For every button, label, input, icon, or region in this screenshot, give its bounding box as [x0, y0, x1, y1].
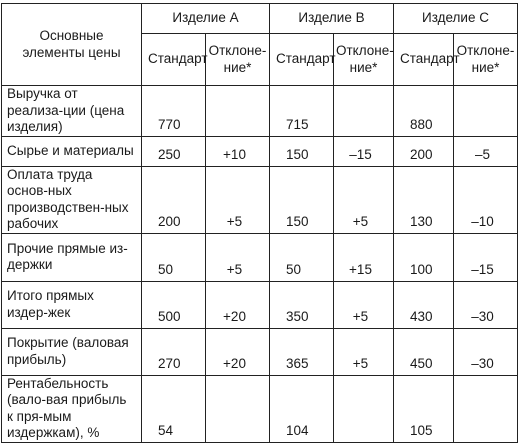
table-row	[2, 136, 518, 166]
cell-b-standard: 150	[270, 166, 334, 233]
cell-a-deviation	[206, 375, 270, 442]
cell-a-deviation: +20	[206, 328, 270, 375]
cell-a-deviation: +5	[206, 166, 270, 233]
cell-c-standard: 200	[394, 136, 454, 166]
cell-c-standard: 105	[394, 375, 454, 442]
cell-b-standard: 104	[270, 375, 334, 442]
cell-b-deviation: –15	[334, 136, 394, 166]
row-label: Итого прямых издер-жек	[2, 281, 142, 328]
table-row	[2, 375, 518, 442]
cell-c-deviation: –15	[454, 233, 518, 281]
cell-b-standard: 50	[270, 233, 334, 281]
cell-b-deviation: +5	[334, 281, 394, 328]
row-label: Покрытие (валовая прибыль)	[2, 328, 142, 375]
row-label: Сырье и материалы	[2, 136, 142, 166]
row-label: Выручка от реализа-ции (цена изделия)	[2, 86, 142, 137]
table-row	[2, 328, 518, 375]
cell-a-deviation: +10	[206, 136, 270, 166]
cell-a-standard: 770	[142, 86, 206, 137]
cell-a-deviation: +5	[206, 233, 270, 281]
cell-a-standard: 250	[142, 136, 206, 166]
cell-c-deviation	[454, 86, 518, 137]
cell-b-standard: 715	[270, 86, 334, 137]
row-label: Прочие прямые из-держки	[2, 233, 142, 281]
cell-c-standard: 100	[394, 233, 454, 281]
cell-b-standard: 365	[270, 328, 334, 375]
header-product-b: Изделие B	[270, 4, 394, 34]
header-row-label: Основные элементы цены	[2, 4, 142, 86]
row-label: Оплата труда основ-ных производствен-ных рабочих	[2, 166, 142, 233]
cell-c-deviation: –30	[454, 281, 518, 328]
subheader-deviation-b: Отклоне-ние*	[334, 34, 394, 86]
header-product-c: Изделие C	[394, 4, 518, 34]
header-product-a: Изделие A	[142, 4, 270, 34]
table-row	[2, 166, 518, 233]
subheader-standard-a: Стандарт	[142, 34, 206, 86]
price-elements-table	[1, 3, 518, 443]
cell-c-standard: 450	[394, 328, 454, 375]
cell-a-standard: 500	[142, 281, 206, 328]
cell-a-deviation	[206, 86, 270, 137]
cell-c-standard: 880	[394, 86, 454, 137]
table-row	[2, 233, 518, 281]
cell-a-standard: 54	[142, 375, 206, 442]
cell-a-standard: 50	[142, 233, 206, 281]
table-row	[2, 281, 518, 328]
subheader-standard-b: Стандарт	[270, 34, 334, 86]
cell-b-deviation	[334, 375, 394, 442]
cell-b-deviation: +5	[334, 328, 394, 375]
cell-b-standard: 150	[270, 136, 334, 166]
cell-a-standard: 270	[142, 328, 206, 375]
cell-a-deviation: +20	[206, 281, 270, 328]
table-row	[2, 86, 518, 137]
cell-b-deviation	[334, 86, 394, 137]
cell-c-standard: 130	[394, 166, 454, 233]
cell-b-standard: 350	[270, 281, 334, 328]
cell-b-deviation: +5	[334, 166, 394, 233]
cell-c-standard: 430	[394, 281, 454, 328]
cell-c-deviation: –10	[454, 166, 518, 233]
cell-c-deviation: –30	[454, 328, 518, 375]
subheader-deviation-c: Отклоне-ние*	[454, 34, 518, 86]
cell-c-deviation	[454, 375, 518, 442]
cell-b-deviation: +15	[334, 233, 394, 281]
row-label: Рентабельность (вало-вая прибыль к пря-мым издержкам), %	[2, 375, 142, 442]
subheader-deviation-a: Отклоне-ние*	[206, 34, 270, 86]
subheader-standard-c: Стандарт	[394, 34, 454, 86]
cell-a-standard: 200	[142, 166, 206, 233]
cell-c-deviation: –5	[454, 136, 518, 166]
